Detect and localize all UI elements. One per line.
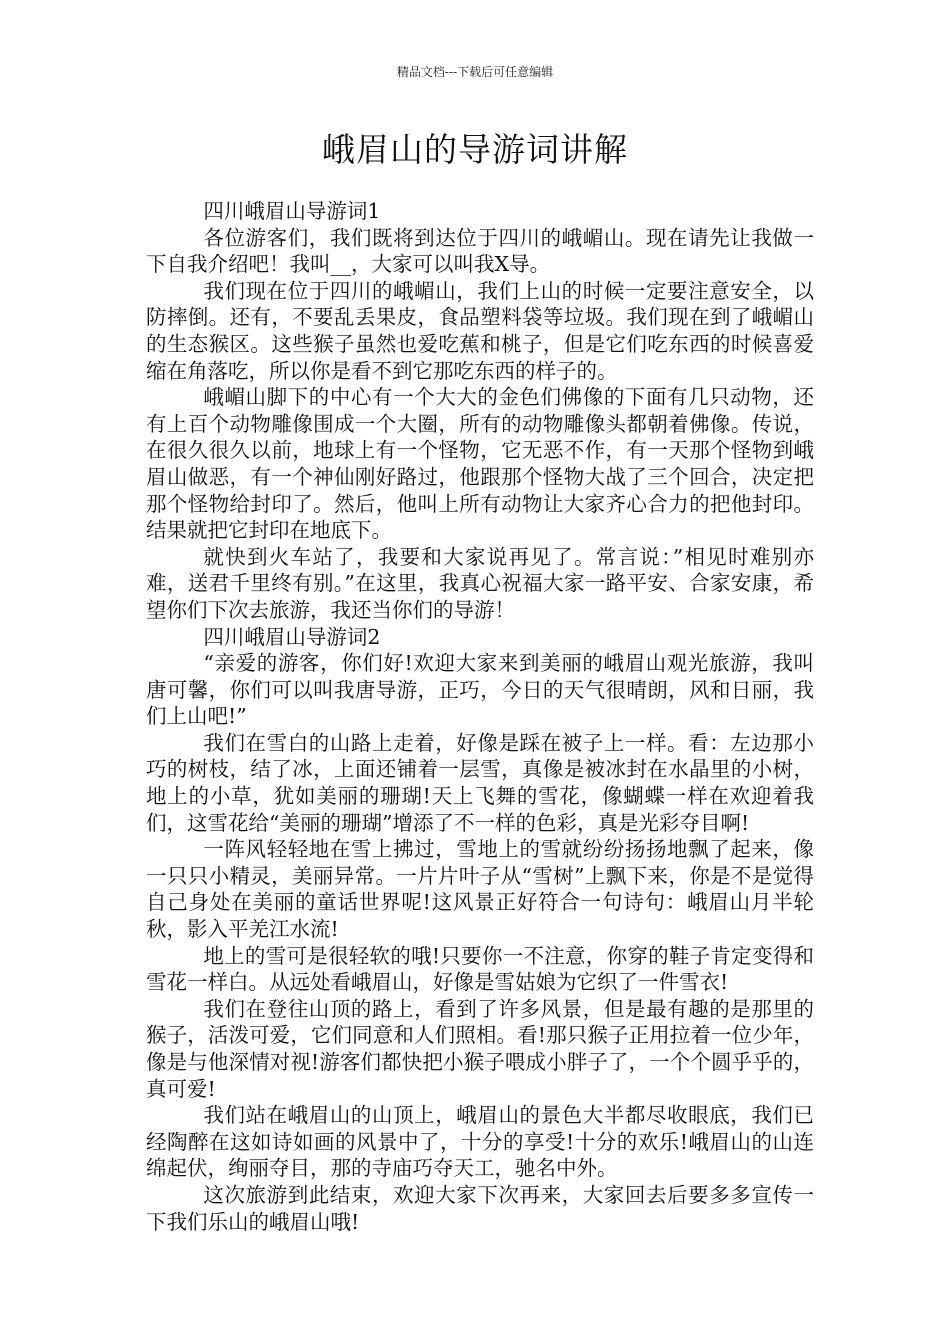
document-body [146,198,814,1235]
paragraph: 我们现在位于四川的峨嵋山，我们上山的时候一定要注意安全，以防摔倒。还有，不要乱丢果皮，食品塑料袋等垃圾。我们现在到了峨嵋山的生态猴区。这些猴子虽然也爱吃蕉和桃子，但是它们吃东西的时候喜爱缩在角落吃，所以你是看不到它那吃东西的样子的。 [146,278,814,383]
page-header: 精品文档---下载后可任意编辑 [396,65,554,79]
section-heading-1: 四川峨眉山导游词1 [203,199,381,223]
document-title: 峨眉山的导游词讲解 [322,130,628,169]
paragraph: 各位游客们，我们既将到达位于四川的峨嵋山。现在请先让我做一下自我介绍吧！我叫__，大家可以叫我X导。 [146,225,814,277]
paragraph: 我们在雪白的山路上走着，好像是踩在被子上一样。看：左边那小巧的树枝，结了冰，上面还铺着一层雪，真像是被冰封在水晶里的小树，地上的小草，犹如美丽的珊瑚!天上飞舞的雪花，像蝴蝶一样在欢迎着我们，这雪花给“美丽的珊瑚”增添了不一样的色彩，真是光彩夺目啊! [146,730,814,835]
paragraph: “亲爱的游客，你们好!欢迎大家来到美丽的峨眉山观光旅游，我叫唐可馨，你们可以叫我唐导游，正巧，今日的天气很晴朗，风和日丽，我们上山吧!” [146,651,814,729]
paragraph: 峨嵋山脚下的中心有一个大大的金色们佛像的下面有几只动物，还有上百个动物雕像围成一个大圈，所有的动物雕像头都朝着佛像。传说，在很久很久以前，地球上有一个怪物，它无恶不作，有一天那个怪物到峨眉山做恶，有一个神仙刚好路过，他跟那个怪物大战了三个回合，决定把那个怪物给封印了。然后，他叫上所有动物让大家齐心合力的把他封印。结果就把它封印在地底下。 [146,385,814,543]
paragraph: 一阵风轻轻地在雪上拂过，雪地上的雪就纷纷扬扬地飘了起来，像一只只小精灵，美丽异常。一片片叶子从“雪树”上飘下来，你是不是觉得自己身处在美丽的童话世界呢!这风景正好符合一句诗句：峨眉山月半轮秋，影入平羌江水流! [146,837,814,942]
paragraph: 地上的雪可是很轻软的哦!只要你一不注意，你穿的鞋子肯定变得和雪花一样白。从远处看峨眉山，好像是雪姑娘为它织了一件雪衣! [146,943,814,995]
paragraph: 我们在登往山顶的路上，看到了许多风景，但是最有趣的是那里的猴子，活泼可爱，它们同意和人们照相。看!那只猴子正用拉着一位少年，像是与他深情对视!游客们都快把小猴子喂成小胖子了，一个个圆乎乎的，真可爱! [146,996,814,1101]
paragraph: 我们站在峨眉山的山顶上，峨眉山的景色大半都尽收眼底，我们已经陶醉在这如诗如画的风景中了，十分的享受!十分的欢乐!峨眉山的山连绵起伏，绚丽夺目，那的寺庙巧夺天工，驰名中外。 [146,1103,814,1181]
paragraph: 就快到火车站了，我要和大家说再见了。常言说：”相见时难别亦难，送君千里终有别。”在这里，我真心祝福大家一路平安、合家安康，希望你们下次去旅游，我还当你们的导游！ [146,544,814,622]
section-heading-2: 四川峨眉山导游词2 [203,624,381,649]
paragraph: 这次旅游到此结束，欢迎大家下次再来，大家回去后要多多宣传一下我们乐山的峨眉山哦! [146,1182,814,1234]
